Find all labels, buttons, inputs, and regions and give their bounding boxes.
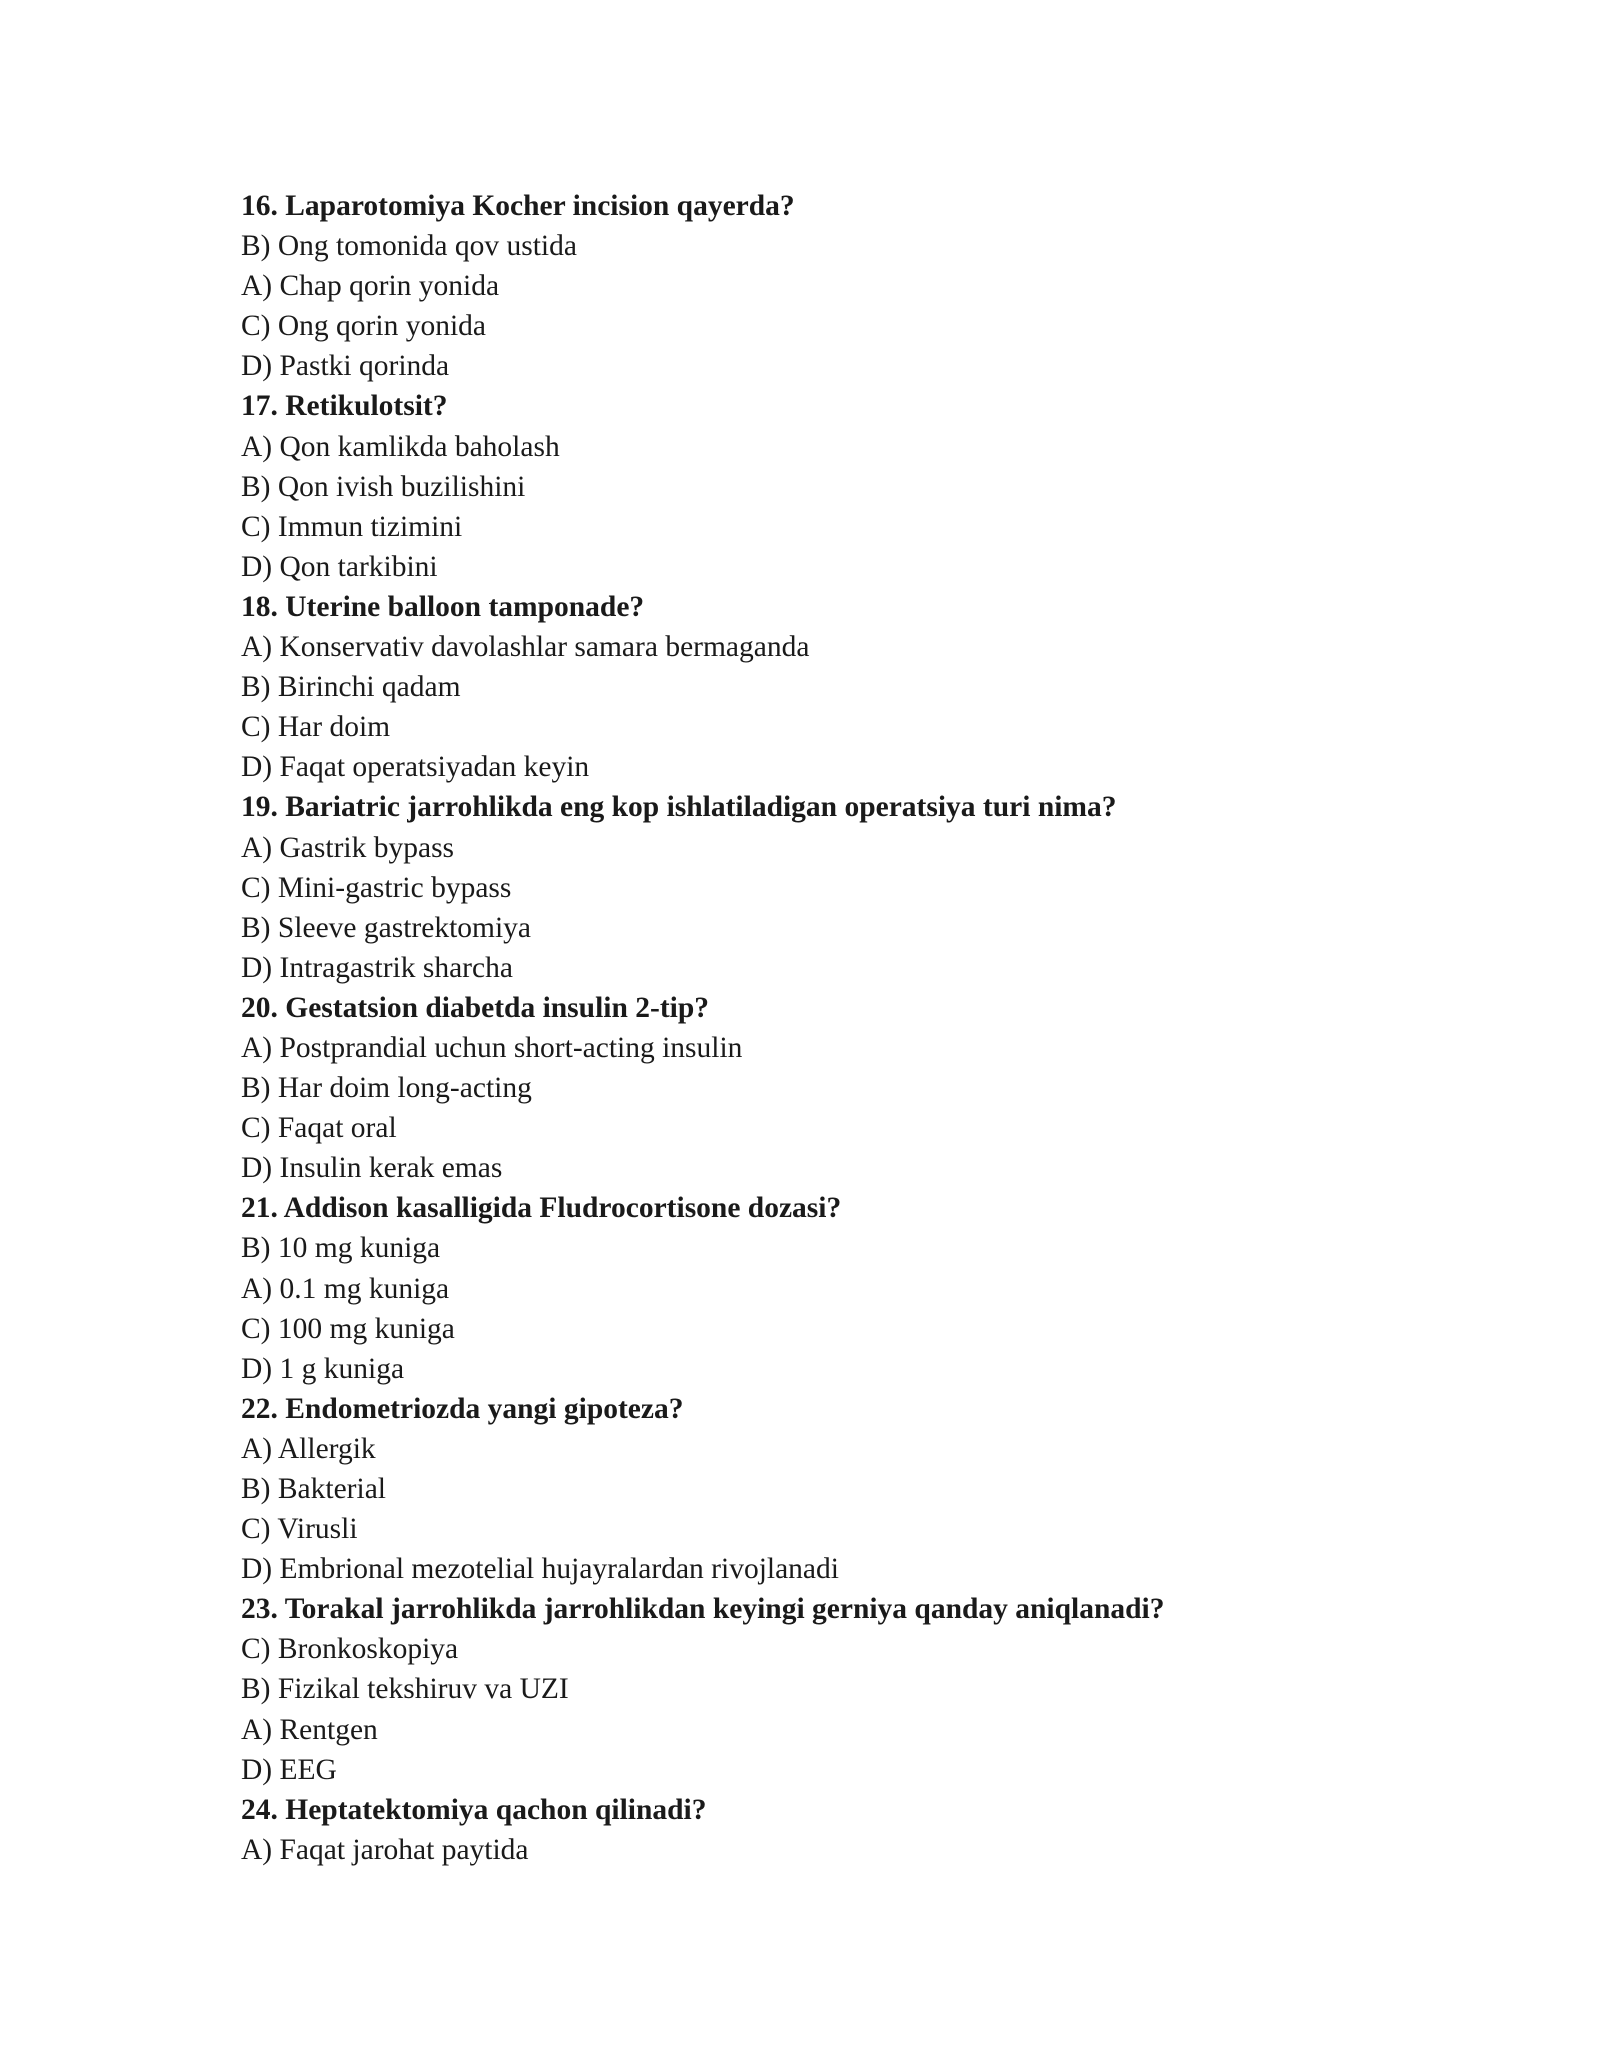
answer-option: A) Qon kamlikda baholash — [241, 430, 560, 463]
answer-option: C) Virusli — [241, 1513, 358, 1546]
answer-option: B) Qon ivish buzilishini — [241, 470, 526, 503]
question-text: 22. Endometriozda yangi gipoteza? — [241, 1392, 684, 1425]
answer-option: A) Allergik — [241, 1432, 376, 1465]
answer-option: A) 0.1 mg kuniga — [241, 1272, 450, 1305]
answer-option: D) Pastki qorinda — [241, 350, 450, 383]
question-text: 18. Uterine balloon tamponade? — [241, 590, 645, 623]
question-text: 19. Bariatric jarrohlikda eng kop ishlatiladigan operatsiya turi nima? — [241, 791, 1117, 824]
answer-option: D) Faqat operatsiyadan keyin — [241, 751, 590, 784]
answer-option: D) EEG — [241, 1753, 337, 1786]
answer-option: B) 10 mg kuniga — [241, 1232, 441, 1265]
question-text: 23. Torakal jarrohlikda jarrohlikdan keyingi gerniya qanday aniqlanadi? — [241, 1593, 1165, 1626]
question-block — [241, 1188, 1421, 1388]
answer-option: A) Rentgen — [241, 1713, 378, 1746]
question-block — [241, 1389, 1421, 1589]
answer-option: C) Faqat oral — [241, 1112, 397, 1145]
answer-option: C) Mini-gastric bypass — [241, 871, 512, 904]
answer-option: C) Immun tizimini — [241, 510, 463, 543]
question-block — [241, 186, 1421, 386]
answer-option: C) Ong qorin yonida — [241, 310, 486, 343]
document-page — [241, 186, 1421, 1870]
answer-option: B) Bakterial — [241, 1473, 386, 1505]
answer-option: D) Qon tarkibini — [241, 550, 438, 583]
question-block — [241, 1589, 1421, 1789]
answer-option: B) Har doim long-acting — [241, 1072, 532, 1105]
answer-option: B) Ong tomonida qov ustida — [241, 230, 577, 263]
answer-option: D) Embrional mezotelial hujayralardan rivojlanadi — [241, 1553, 839, 1586]
answer-option: B) Sleeve gastrektomiya — [241, 911, 532, 944]
question-text: 24. Heptatektomiya qachon qilinadi? — [241, 1793, 707, 1826]
answer-option: C) 100 mg kuniga — [241, 1312, 455, 1345]
answer-option: A) Postprandial uchun short-acting insulin — [241, 1031, 743, 1064]
answer-option: D) 1 g kuniga — [241, 1352, 405, 1385]
answer-option: D) Intragastrik sharcha — [241, 951, 513, 984]
answer-option: B) Fizikal tekshiruv va UZI — [241, 1673, 569, 1706]
question-text: 17. Retikulotsit? — [241, 390, 448, 423]
answer-option: B) Birinchi qadam — [241, 671, 461, 704]
answer-option: A) Gastrik bypass — [241, 831, 455, 864]
answer-option: A) Chap qorin yonida — [241, 270, 500, 303]
question-text: 20. Gestatsion diabetda insulin 2-tip? — [241, 991, 709, 1024]
question-text: 21. Addison kasalligida Fludrocortisone dozasi? — [241, 1192, 842, 1225]
question-block — [241, 587, 1421, 787]
question-block — [241, 787, 1421, 987]
answer-option: C) Bronkoskopiya — [241, 1633, 459, 1666]
question-text: 16. Laparotomiya Kocher incision qayerda? — [241, 190, 795, 222]
question-block — [241, 386, 1421, 586]
answer-option: D) Insulin kerak emas — [241, 1152, 503, 1185]
answer-option: A) Faqat jarohat paytida — [241, 1833, 529, 1866]
question-block — [241, 1790, 1421, 1870]
answer-option: A) Konservativ davolashlar samara bermaganda — [241, 631, 810, 664]
answer-option: C) Har doim — [241, 711, 391, 744]
question-block — [241, 988, 1421, 1188]
